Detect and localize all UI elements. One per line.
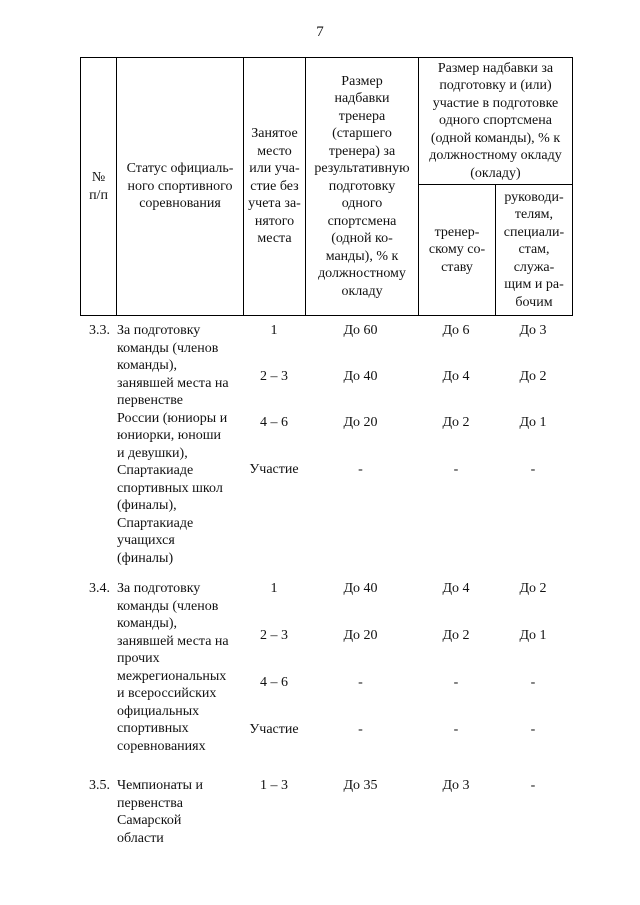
header-col-group: Размер надбавки за подготовку и (или) участие в подготовке одного спортсмена (одной команды), % к должностному окладу (окладу) [429, 60, 562, 181]
coach-bonus-cell: До 2 [442, 415, 470, 430]
header-col-place: Занятое место или уча- стие без учета за- нятого места [248, 126, 301, 247]
trainer-bonus-cell: До 20 [343, 628, 378, 643]
manager-bonus-cell: - [530, 462, 536, 477]
place-cell: 4 – 6 [260, 675, 288, 690]
section-number: 3.5. [89, 778, 110, 793]
page-number: 7 [316, 24, 324, 40]
place-cell: 1 – 3 [260, 778, 288, 793]
coach-bonus-cell: До 6 [442, 323, 470, 338]
coach-bonus-cell: До 4 [442, 369, 470, 384]
trainer-bonus-cell: - [358, 462, 363, 477]
coach-bonus-cell: - [453, 722, 459, 737]
coach-bonus-cell: - [453, 462, 459, 477]
section-status: За подготовку команды (членов команды), занявшей места на прочих межрегиональных и всероссийских официальных спортивных соревнованиях [117, 581, 229, 754]
place-cell: 2 – 3 [260, 628, 288, 643]
coach-bonus-cell: До 4 [442, 581, 470, 596]
coach-bonus-cell: До 3 [442, 778, 470, 793]
table-header [80, 57, 573, 316]
trainer-bonus-cell: - [358, 722, 363, 737]
manager-bonus-cell: До 1 [519, 628, 547, 643]
manager-bonus-cell: До 2 [519, 369, 547, 384]
manager-bonus-cell: До 1 [519, 415, 547, 430]
coach-bonus-cell: - [453, 675, 459, 690]
manager-bonus-cell: До 3 [519, 323, 547, 338]
trainer-bonus-cell: До 35 [343, 778, 378, 793]
coach-bonus-cell: До 2 [442, 628, 470, 643]
header-col-status: Статус официаль- ного спортивного соревнования [126, 161, 234, 212]
trainer-bonus-cell: До 40 [343, 369, 378, 384]
header-col-number: № п/п [89, 170, 108, 203]
section-number: 3.4. [89, 581, 110, 596]
manager-bonus-cell: До 2 [519, 581, 547, 596]
manager-bonus-cell: - [530, 722, 536, 737]
header-col-coaching-staff: тренер- скому со- ставу [428, 224, 486, 275]
trainer-bonus-cell: До 40 [343, 581, 378, 596]
place-cell: Участие [249, 462, 299, 477]
manager-bonus-cell: - [530, 675, 536, 690]
header-col-managers: руководи- телям, специали- стам, служа- щим и ра- бочим [503, 189, 565, 310]
place-cell: Участие [249, 722, 299, 737]
section-number: 3.3. [89, 323, 110, 338]
section-status: Чемпионаты и первенства Самарской области [117, 778, 204, 846]
place-cell: 4 – 6 [260, 415, 288, 430]
place-cell: 1 [270, 581, 278, 596]
header-col-trainer: Размер надбавки тренера (старшего тренера) за результативную подготовку одного спортсмена (одной ко- манды), % к должностному окладу [314, 73, 410, 299]
manager-bonus-cell: - [530, 778, 536, 793]
trainer-bonus-cell: - [358, 675, 363, 690]
place-cell: 2 – 3 [260, 369, 288, 384]
trainer-bonus-cell: До 60 [343, 323, 378, 338]
place-cell: 1 [270, 323, 278, 338]
section-status: За подготовку команды (членов команды), занявшей места на первенстве России (юниоры и юниорки, юноши и девушки), Спартакиаде спортивных школ (финалы), Спартакиаде учащихся (финалы) [117, 323, 229, 566]
trainer-bonus-cell: До 20 [343, 415, 378, 430]
